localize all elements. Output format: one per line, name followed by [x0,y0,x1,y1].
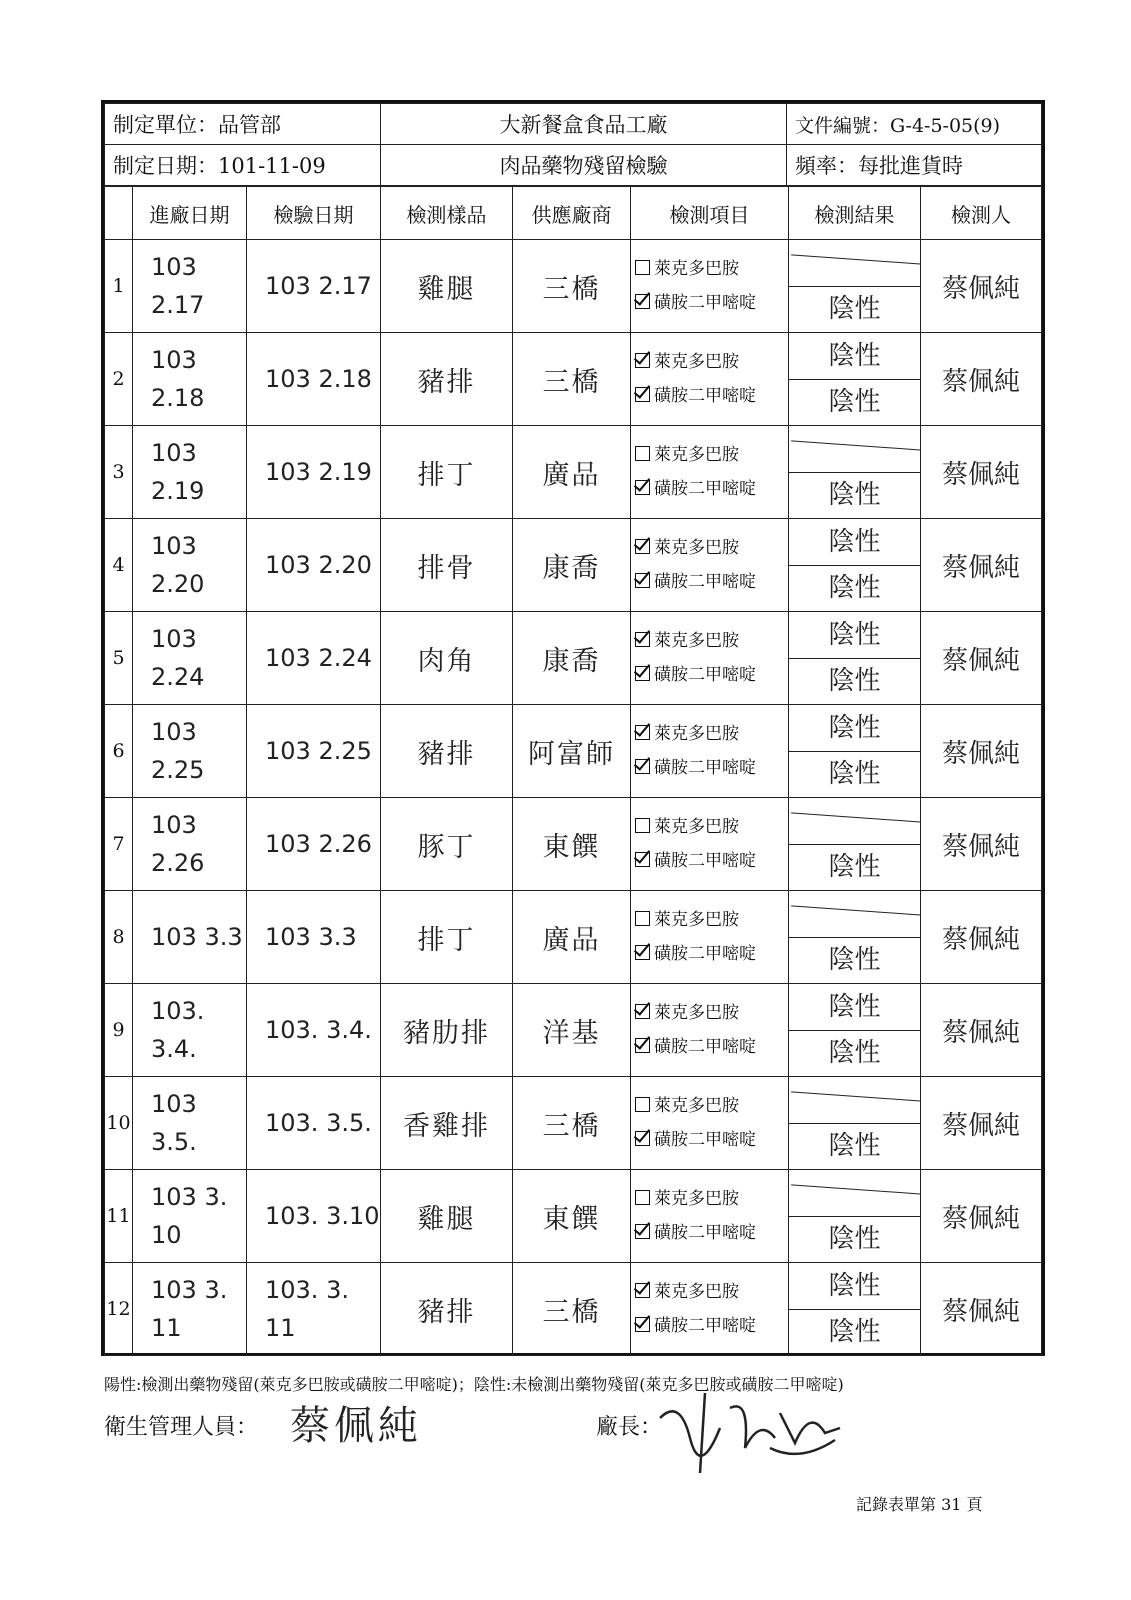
checkbox-icon [635,1317,650,1332]
table-row [105,612,1042,705]
result-value [789,892,920,938]
row-number: 7 [105,798,133,891]
sample-name: 豬排 [381,333,513,426]
test-item-label: 萊克多巴胺 [654,631,739,651]
test-item-label: 磺胺二甲嘧啶 [654,851,756,871]
table-row [105,705,1042,798]
checkbox-icon [635,446,650,461]
test-item-label: 磺胺二甲嘧啶 [654,479,756,499]
test-item [635,286,788,320]
tester-name: 蔡佩純 [921,240,1042,333]
test-items-cell [631,1077,789,1170]
supplier-name: 東饌 [513,798,631,891]
result-value: 陰性 [828,1223,881,1254]
supplier-name: 康喬 [513,612,631,705]
test-item-label: 萊克多巴胺 [654,910,739,930]
test-item-label: 萊克多巴胺 [654,1282,739,1302]
supplier-name: 阿富師 [513,705,631,798]
col-sample: 檢測樣品 [381,187,513,240]
test-item-label: 萊克多巴胺 [654,724,739,744]
col-supplier: 供應廠商 [513,187,631,240]
supplier-name: 康喬 [513,519,631,612]
test-items-cell [631,426,789,519]
result-cell [789,240,921,333]
inspection-form [101,100,1045,1356]
test-item [635,844,788,878]
supplier-name: 三橋 [513,240,631,333]
col-result: 檢測結果 [789,187,921,240]
sample-name: 豬排 [381,1263,513,1356]
result-cell [789,1077,921,1170]
test-item-label: 磺胺二甲嘧啶 [654,1037,756,1057]
result-value: 陰性 [789,520,920,566]
test-items-cell [631,240,789,333]
director-label: 廠長： [596,1415,663,1440]
sample-name: 豬排 [381,705,513,798]
checkbox-icon [635,852,650,867]
test-item [635,624,788,658]
row-number: 10 [105,1077,133,1170]
entry-date: 103 2.19 [133,426,247,519]
sample-name: 排骨 [381,519,513,612]
result-value [789,799,920,845]
test-item [635,565,788,599]
form-title: 肉品藥物殘留檢驗 [381,145,787,186]
result-value [789,427,920,473]
supplier-name: 廣品 [513,891,631,984]
sample-name: 肉角 [381,612,513,705]
sample-name: 排丁 [381,891,513,984]
tester-name: 蔡佩純 [921,1170,1042,1263]
issuing-unit: 制定單位：品管部 [105,104,381,145]
frequency: 頻率：每批進貨時 [787,145,1042,186]
test-item-label: 磺胺二甲嘧啶 [654,572,756,592]
entry-date: 103 3. 10 [133,1170,247,1263]
test-item [635,1123,788,1157]
result-cell [789,1170,921,1263]
test-date: 103 2.19 [247,426,381,519]
test-item-label: 萊克多巴胺 [654,1189,739,1209]
result-value: 陰性 [789,613,920,659]
table-row [105,1077,1042,1170]
checkbox-icon [635,1004,650,1019]
result-value: 陰性 [828,1130,881,1161]
test-date: 103 2.20 [247,519,381,612]
tester-name: 蔡佩純 [921,333,1042,426]
test-date: 103 2.18 [247,333,381,426]
checkbox-icon [635,539,650,554]
document-number: 文件編號：G-4-5-05(9) [787,104,1042,145]
test-item [635,472,788,506]
tester-name: 蔡佩純 [921,519,1042,612]
test-date: 103. 3.5. [247,1077,381,1170]
test-date: 103. 3.4. [247,984,381,1077]
entry-date: 103. 3.4. [133,984,247,1077]
result-value: 陰性 [828,758,881,789]
col-tester: 檢測人 [921,187,1042,240]
table-row [105,1170,1042,1263]
sample-name: 雞腿 [381,1170,513,1263]
director-signature [650,1378,850,1478]
supplier-name: 三橋 [513,333,631,426]
checkbox-icon [635,666,650,681]
result-cell [789,891,921,984]
table-row [105,984,1042,1077]
test-item-label: 磺胺二甲嘧啶 [654,758,756,778]
tester-name: 蔡佩純 [921,891,1042,984]
result-value [789,241,920,287]
row-number: 9 [105,984,133,1077]
result-cell [789,984,921,1077]
tester-name: 蔡佩純 [921,798,1042,891]
test-item-label: 磺胺二甲嘧啶 [654,386,756,406]
table-row [105,240,1042,333]
test-item-label: 磺胺二甲嘧啶 [654,1223,756,1243]
checkbox-icon [635,945,650,960]
sample-name: 豬肋排 [381,984,513,1077]
test-item-label: 萊克多巴胺 [654,1003,739,1023]
result-value: 陰性 [789,334,920,380]
table-row [105,519,1042,612]
row-number: 6 [105,705,133,798]
entry-date: 103 2.26 [133,798,247,891]
result-cell [789,1263,921,1356]
row-number: 1 [105,240,133,333]
test-item-label: 磺胺二甲嘧啶 [654,944,756,964]
test-items-cell [631,519,789,612]
test-date: 103 2.25 [247,705,381,798]
checkbox-icon [635,818,650,833]
result-cell [789,705,921,798]
test-item-label: 萊克多巴胺 [654,1096,739,1116]
footnote: 陽性:檢測出藥物殘留(萊克多巴胺或磺胺二甲嘧啶)；陰性:未檢測出藥物殘留(萊克多巴胺或磺胺二甲嘧啶) [104,1375,844,1394]
table-row [105,426,1042,519]
tester-name: 蔡佩純 [921,1077,1042,1170]
checkbox-icon [635,725,650,740]
result-cell [789,519,921,612]
test-item [635,717,788,751]
result-value: 陰性 [828,293,881,324]
test-item-label: 磺胺二甲嘧啶 [654,1130,756,1150]
test-item [635,903,788,937]
sample-name: 香雞排 [381,1077,513,1170]
row-number: 2 [105,333,133,426]
test-item [635,345,788,379]
test-item [635,937,788,971]
row-number: 8 [105,891,133,984]
result-cell [789,333,921,426]
test-item [635,658,788,692]
entry-date: 103 3.5. [133,1077,247,1170]
checkbox-icon [635,294,650,309]
result-value: 陰性 [789,706,920,752]
test-item-label: 萊克多巴胺 [654,538,739,558]
result-value: 陰性 [828,1037,881,1068]
test-item [635,1182,788,1216]
test-item [635,1216,788,1250]
entry-date: 103 2.24 [133,612,247,705]
entry-date: 103 3.3 [133,891,247,984]
test-item-label: 萊克多巴胺 [654,445,739,465]
test-item [635,1030,788,1064]
result-cell [789,612,921,705]
result-value: 陰性 [828,479,881,510]
column-header-row [105,187,1042,240]
result-value: 陰性 [789,985,920,1031]
checkbox-icon [635,260,650,275]
test-item-label: 磺胺二甲嘧啶 [654,293,756,313]
table-row [105,333,1042,426]
test-item [635,996,788,1030]
tester-name: 蔡佩純 [921,426,1042,519]
test-items-cell [631,1170,789,1263]
table-row [105,891,1042,984]
test-date: 103 2.17 [247,240,381,333]
table-row [105,798,1042,891]
issue-date: 制定日期：101-11-09 [105,145,381,186]
test-item-label: 萊克多巴胺 [654,259,739,279]
test-date: 103 3.3 [247,891,381,984]
test-date: 103 2.26 [247,798,381,891]
checkbox-icon [635,1038,650,1053]
checkbox-icon [635,1097,650,1112]
result-cell [789,798,921,891]
sample-name: 雞腿 [381,240,513,333]
test-item [635,751,788,785]
tester-name: 蔡佩純 [921,705,1042,798]
checkbox-icon [635,480,650,495]
test-items-cell [631,798,789,891]
test-items-cell [631,705,789,798]
checkbox-icon [635,387,650,402]
checkbox-icon [635,632,650,647]
checkbox-icon [635,1190,650,1205]
col-test-date: 檢驗日期 [247,187,381,240]
checkbox-icon [635,759,650,774]
table-row [105,1263,1042,1356]
test-item-label: 磺胺二甲嘧啶 [654,1316,756,1336]
result-value [789,1078,920,1124]
entry-date: 103 2.17 [133,240,247,333]
test-item [635,1089,788,1123]
test-item [635,1275,788,1309]
form-header [104,103,1042,186]
supplier-name: 廣品 [513,426,631,519]
entry-date: 103 2.18 [133,333,247,426]
test-items-cell [631,612,789,705]
test-date: 103 2.24 [247,612,381,705]
tester-name: 蔡佩純 [921,984,1042,1077]
sample-name: 排丁 [381,426,513,519]
result-value: 陰性 [828,944,881,975]
result-value: 陰性 [828,665,881,696]
col-test-items: 檢測項目 [631,187,789,240]
test-items-cell [631,891,789,984]
test-date: 103. 3. 11 [247,1263,381,1356]
tester-name: 蔡佩純 [921,1263,1042,1356]
test-item [635,252,788,286]
test-date: 103. 3.10 [247,1170,381,1263]
entry-date: 103 3. 11 [133,1263,247,1356]
entry-date: 103 2.25 [133,705,247,798]
checkbox-icon [635,353,650,368]
row-number: 11 [105,1170,133,1263]
test-item [635,438,788,472]
test-item [635,531,788,565]
checkbox-icon [635,1131,650,1146]
tester-name: 蔡佩純 [921,612,1042,705]
test-item-label: 萊克多巴胺 [654,817,739,837]
sample-name: 豚丁 [381,798,513,891]
test-item [635,810,788,844]
row-number: 3 [105,426,133,519]
test-items-cell [631,1263,789,1356]
entry-date: 103 2.20 [133,519,247,612]
test-item-label: 磺胺二甲嘧啶 [654,665,756,685]
col-entry-date: 進廠日期 [133,187,247,240]
checkbox-icon [635,573,650,588]
result-value [789,1171,920,1217]
result-value: 陰性 [828,851,881,882]
row-number: 5 [105,612,133,705]
supplier-name: 洋基 [513,984,631,1077]
company-name: 大新餐盒食品工廠 [381,104,787,145]
hygiene-manager-signature: 蔡佩純 [290,1403,422,1449]
result-value: 陰性 [828,386,881,417]
result-value: 陰性 [828,1316,881,1347]
test-items-cell [631,984,789,1077]
page-number: 記錄表單第 31 頁 [856,1495,983,1514]
checkbox-icon [635,911,650,926]
hygiene-manager-label: 衛生管理人員： [104,1415,259,1440]
checkbox-icon [635,1224,650,1239]
test-item-label: 萊克多巴胺 [654,352,739,372]
inspection-table [104,186,1042,1356]
row-number: 12 [105,1263,133,1356]
test-item [635,1309,788,1343]
supplier-name: 三橋 [513,1263,631,1356]
row-number: 4 [105,519,133,612]
supplier-name: 東饌 [513,1170,631,1263]
result-cell [789,426,921,519]
checkbox-icon [635,1283,650,1298]
supplier-name: 三橋 [513,1077,631,1170]
test-items-cell [631,333,789,426]
result-value: 陰性 [789,1264,920,1310]
result-value: 陰性 [828,572,881,603]
test-item [635,379,788,413]
